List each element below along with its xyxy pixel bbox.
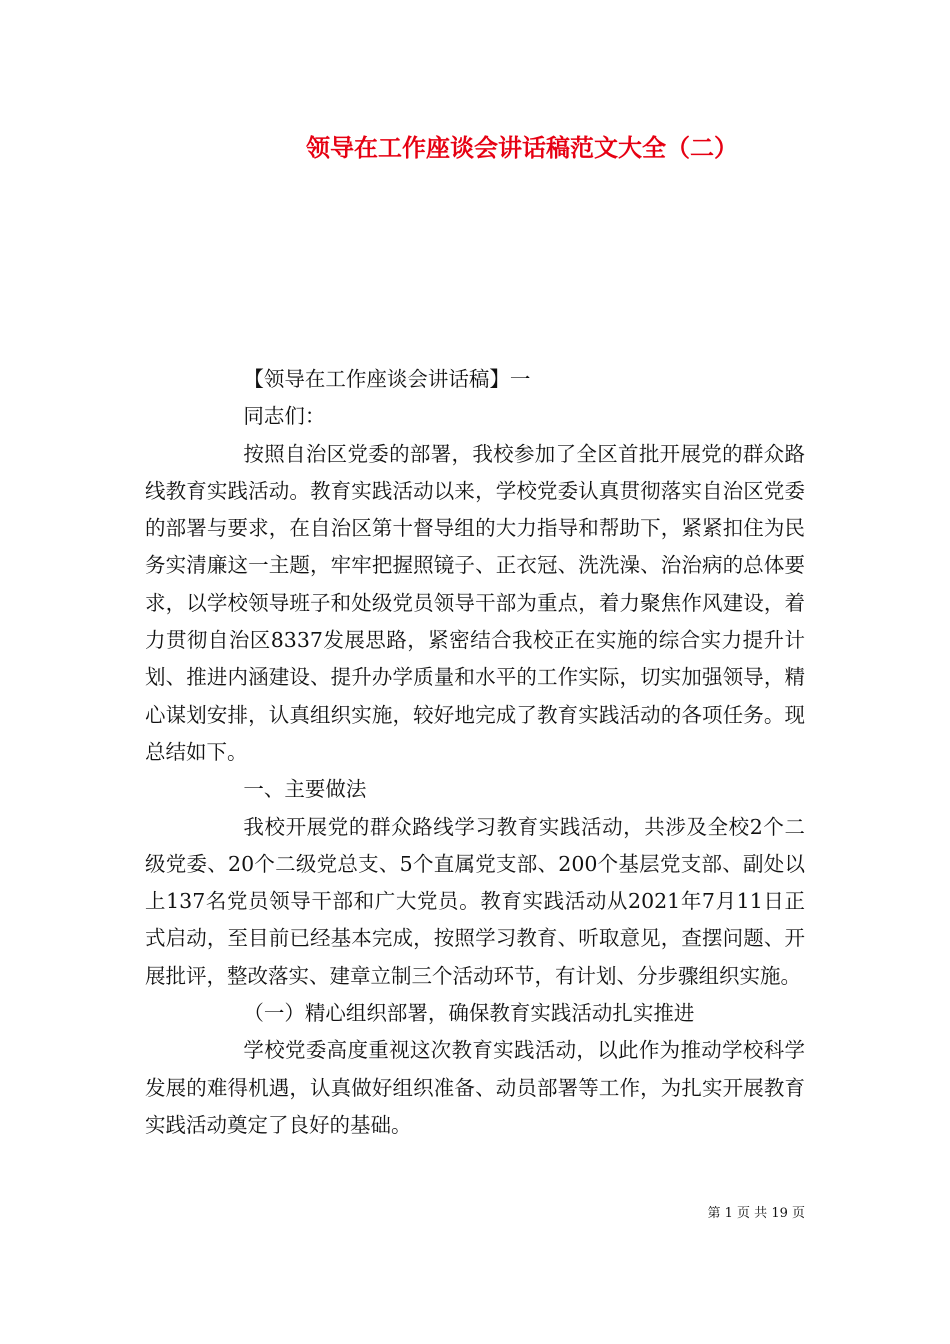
section-label: 【领导在工作座谈会讲话稿】一 [243, 367, 531, 391]
page-number: 第 1 页 共 19 页 [707, 1206, 805, 1221]
paragraph-scope: 我校开展党的群众路线学习教育实践活动，共涉及全校2个二级党委、20个二级党总支、5个直属党支部、200个基层党支部、副处以上137名党员领导干部和广大党员。教育实践活动从2021年7月11日正式启动，至目前已经基本完成，按照学习教育、听取意见，查摆问题、开展批评，整改落实、建章立制三个活动环节，有计划、分步骤组织实施。 [145, 814, 805, 988]
document-title: 领导在工作座谈会讲话稿范文大全（二） [306, 133, 738, 162]
heading-main-methods: 一、主要做法 [243, 777, 367, 802]
salutation: 同志们： [243, 404, 326, 429]
paragraph-intro: 按照自治区党委的部署，我校参加了全区首批开展党的群众路线教育实践活动。教育实践活动以来，学校党委认真贯彻落实自治区党委的部署与要求，在自治区第十督导组的大力指导和帮助下，紧紧扣住为民务实清廉这一主题，牢牢把握照镜子、正衣冠、洗洗澡、治治病的总体要求，以学校领导班子和处级党员领导干部为重点，着力聚焦作风建设，着力贯彻自治区8337发展思路，紧密结合我校正在实施的综合实力提升计划、推进内涵建设、提升办学质量和水平的工作实际，切实加强领导，精心谋划安排，认真组织实施，较好地完成了教育实践活动的各项任务。现总结如下。 [145, 441, 805, 764]
document-body [145, 361, 805, 1144]
paragraph-party-committee: 学校党委高度重视这次教育实践活动，以此作为推动学校科学发展的难得机遇，认真做好组织准备、动员部署等工作，为扎实开展教育实践活动奠定了良好的基础。 [145, 1038, 805, 1137]
subheading-organize: （一）精心组织部署，确保教育实践活动扎实推进 [243, 1001, 695, 1026]
